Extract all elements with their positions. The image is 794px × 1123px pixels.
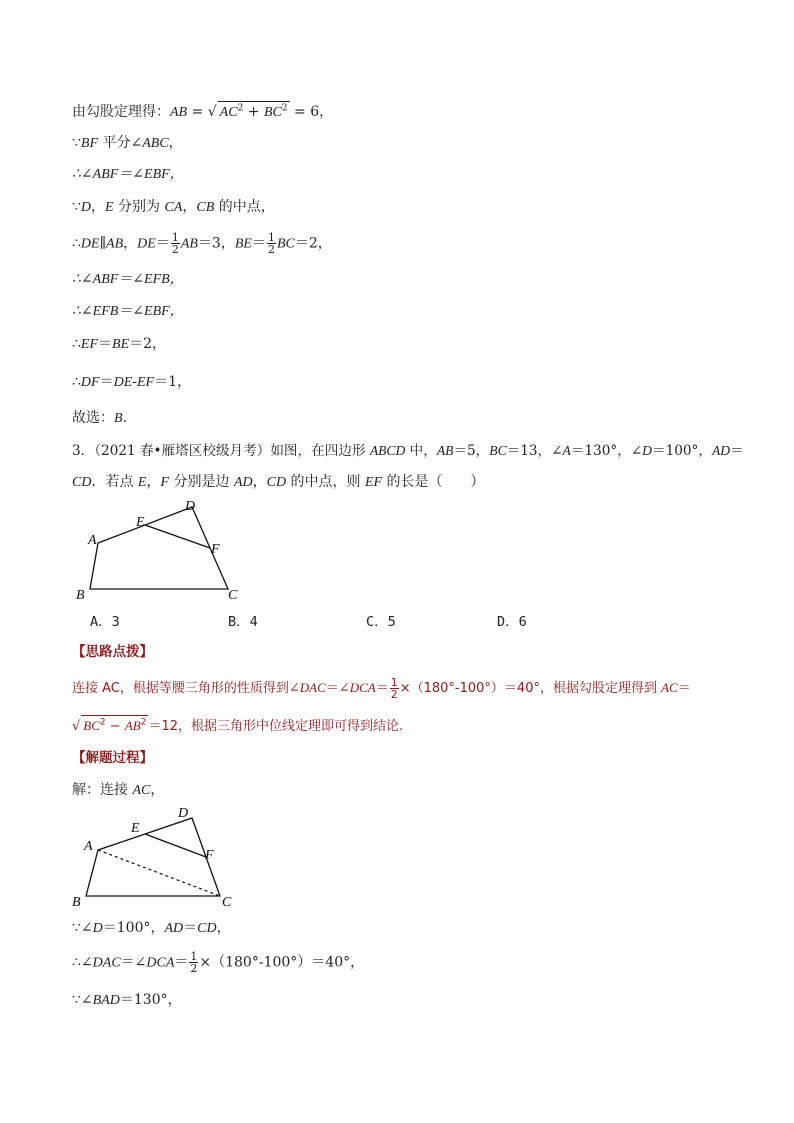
hint-tag: 【思路点拨】 bbox=[72, 644, 153, 660]
choice-a[interactable]: A．3 bbox=[90, 614, 120, 630]
solution-line-8: ∴EF＝BE＝2， bbox=[72, 336, 167, 352]
segment-EF bbox=[145, 525, 210, 548]
fraction-half: $\frac{1}{2}$ bbox=[190, 950, 198, 975]
choice-d[interactable]: D．6 bbox=[497, 614, 527, 630]
quad-outline bbox=[86, 818, 220, 896]
solution-line-2: ∵BF 平分∠ABC， bbox=[72, 135, 183, 151]
solution-line-4: ∵D，E 分别为 CA，CB 的中点， bbox=[72, 199, 275, 215]
label-D: D bbox=[178, 806, 189, 821]
choice-c[interactable]: C．5 bbox=[366, 614, 396, 630]
label-F: F bbox=[205, 848, 214, 863]
question-line-1: 3．（2021 春•雁塔区校级月考）如图，在四边形 ABCD 中，AB＝5，BC＝13，∠A＝130°，∠D＝100°，AD＝ bbox=[72, 443, 744, 459]
question-line-2: CD．若点 E，F 分别是边 AD，CD 的中点，则 EF 的长是（ ） bbox=[72, 474, 485, 490]
quadrilateral-figure-with-diagonal bbox=[68, 800, 248, 910]
solution-line-6: ∴∠ABF＝∠EFB， bbox=[72, 272, 184, 287]
label-A: A bbox=[84, 839, 93, 854]
quadrilateral-figure bbox=[70, 495, 250, 605]
label-F: F bbox=[211, 542, 220, 557]
solution-line-5: ∴DE∥AB，DE＝ $\frac{1}{2}$ AB＝3，BE＝ $\frac{1}{2}$ BC＝2， bbox=[72, 231, 332, 256]
label-E: E bbox=[131, 821, 140, 836]
label-D: D bbox=[185, 499, 196, 514]
fraction-half: $\frac{1}{2}$ bbox=[171, 231, 179, 256]
quad-outline bbox=[90, 507, 228, 589]
fraction-half: $\frac{1}{2}$ bbox=[267, 231, 275, 256]
process-line-3: ∴∠DAC＝∠DCA＝ $\frac{1}{2}$ ×（180°-100°）＝40°， bbox=[72, 950, 365, 975]
solution-line-7: ∴∠EFB＝∠EBF， bbox=[72, 304, 184, 319]
label-B: B bbox=[72, 895, 81, 910]
solution-line-1: 由勾股定理得：AB = √ $AC^2 + BC^2 = 6$， bbox=[72, 101, 333, 123]
process-line-4: ∵∠BAD＝130°， bbox=[72, 992, 182, 1008]
process-line-1: 解：连接 AC， bbox=[72, 782, 165, 798]
solution-line-10: 故选：B. bbox=[72, 410, 128, 426]
label-C: C bbox=[222, 895, 232, 910]
process-line-2: ∵∠D＝100°，AD＝CD， bbox=[72, 920, 231, 936]
process-tag: 【解题过程】 bbox=[72, 750, 153, 766]
choice-b[interactable]: B．4 bbox=[228, 614, 258, 630]
fraction-half: $\frac{1}{2}$ bbox=[390, 676, 398, 701]
diagonal-AC bbox=[98, 850, 220, 896]
solution-line-9: ∴DF＝DE-EF＝1， bbox=[72, 374, 192, 390]
segment-EF bbox=[145, 834, 206, 857]
label-A: A bbox=[88, 533, 97, 548]
label-B: B bbox=[76, 588, 85, 603]
solution-line-3: ∴∠ABF＝∠EBF， bbox=[72, 167, 184, 182]
hint-line-1: 连接 AC，根据等腰三角形的性质得到∠DAC＝∠DCA＝ $\frac{1}{2}$ ×（180°-100°）＝40°，根据勾股定理得到 AC＝ bbox=[72, 676, 691, 701]
hint-line-2: √ $BC^2 - AB^2 =12$，根据三角形中位线定理即可得到结论. bbox=[72, 715, 403, 737]
label-E: E bbox=[136, 515, 145, 530]
label-C: C bbox=[228, 588, 238, 603]
